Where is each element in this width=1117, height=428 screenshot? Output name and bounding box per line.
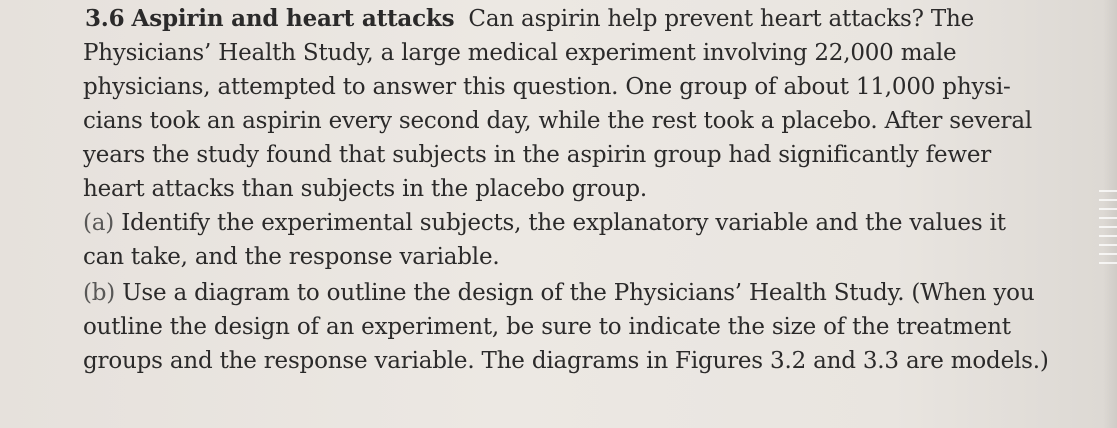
part-b-label: (b) bbox=[83, 280, 116, 306]
part-a-line-2: can take, and the response variable. bbox=[83, 244, 500, 270]
intro-line-3: physicians, attempted to answer this question. One group of about 11,000 physi- bbox=[83, 74, 1011, 100]
edge-mark bbox=[1099, 235, 1117, 237]
part-a-label: (a) bbox=[83, 210, 115, 236]
edge-mark bbox=[1099, 262, 1117, 264]
intro-line-4: cians took an aspirin every second day, while the rest took a placebo. After several bbox=[83, 108, 1032, 134]
exercise-number: 3.6 bbox=[85, 5, 125, 32]
edge-mark bbox=[1099, 244, 1117, 246]
edge-mark bbox=[1099, 199, 1117, 201]
edge-mark bbox=[1099, 208, 1117, 210]
edge-mark bbox=[1099, 217, 1117, 219]
edge-mark bbox=[1099, 253, 1117, 255]
intro-line-2: Physicians’ Health Study, a large medical experiment involving 22,000 male bbox=[83, 40, 957, 66]
exercise-heading-line bbox=[85, 4, 974, 34]
part-b-line-1 bbox=[83, 278, 1034, 308]
part-b-line-3: groups and the response variable. The diagrams in Figures 3.2 and 3.3 are models.) bbox=[83, 348, 1049, 374]
intro-line-6: heart attacks than subjects in the placebo group. bbox=[83, 176, 647, 202]
edge-mark bbox=[1099, 190, 1117, 192]
intro-line-1: Can aspirin help prevent heart attacks? The bbox=[468, 6, 975, 32]
part-a-text-1: Identify the experimental subjects, the explanatory variable and the values it bbox=[121, 210, 1006, 236]
edge-mark bbox=[1099, 226, 1117, 228]
exercise-title: Aspirin and heart attacks bbox=[131, 5, 455, 32]
part-b-line-2: outline the design of an experiment, be sure to indicate the size of the treatment bbox=[83, 314, 1011, 340]
intro-line-5: years the study found that subjects in the aspirin group had significantly fewer bbox=[83, 142, 992, 168]
part-a-line-1 bbox=[83, 208, 1006, 238]
part-b-text-1: Use a diagram to outline the design of the Physicians’ Health Study. (When you bbox=[122, 280, 1035, 306]
page-edge-marks bbox=[1099, 190, 1117, 280]
